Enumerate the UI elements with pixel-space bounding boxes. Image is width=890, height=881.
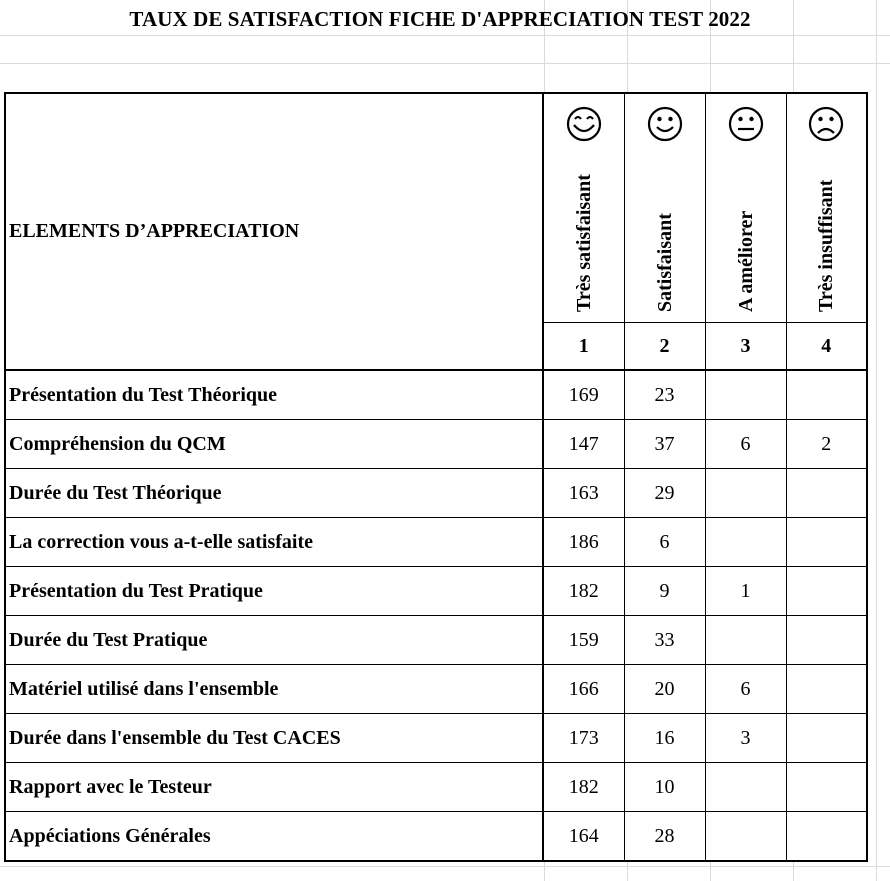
header-col-1-label: Très satisfaisant xyxy=(572,174,595,312)
row-label[interactable]: Appéciations Générales xyxy=(5,812,543,862)
header-number-1[interactable]: 1 xyxy=(543,323,624,371)
cell-very-satisfied[interactable]: 173 xyxy=(543,714,624,763)
header-row xyxy=(5,93,867,323)
row-label[interactable]: Compréhension du QCM xyxy=(5,420,543,469)
row-label[interactable]: Matériel utilisé dans l'ensemble xyxy=(5,665,543,714)
cell-very-satisfied[interactable]: 182 xyxy=(543,763,624,812)
cell-very-insufficient[interactable] xyxy=(786,714,867,763)
header-number-3[interactable]: 3 xyxy=(705,323,786,371)
table-row xyxy=(5,518,867,567)
cell-very-satisfied[interactable]: 182 xyxy=(543,567,624,616)
table-row xyxy=(5,763,867,812)
cell-to-improve[interactable] xyxy=(705,616,786,665)
cell-very-satisfied[interactable]: 164 xyxy=(543,812,624,862)
table-row xyxy=(5,616,867,665)
row-label[interactable]: La correction vous a-t-elle satisfaite xyxy=(5,518,543,567)
header-col-3-label: A améliorer xyxy=(734,210,757,312)
cell-very-satisfied[interactable]: 169 xyxy=(543,370,624,420)
cell-very-insufficient[interactable] xyxy=(786,665,867,714)
table-row xyxy=(5,469,867,518)
cell-very-insufficient[interactable] xyxy=(786,616,867,665)
cell-satisfied[interactable]: 9 xyxy=(624,567,705,616)
table-row xyxy=(5,370,867,420)
cell-to-improve[interactable] xyxy=(705,469,786,518)
row-label[interactable]: Rapport avec le Testeur xyxy=(5,763,543,812)
row-label[interactable]: Présentation du Test Pratique xyxy=(5,567,543,616)
header-label[interactable]: ELEMENTS D’APPRECIATION xyxy=(5,93,543,370)
page-title: TAUX DE SATISFACTION FICHE D'APPRECIATION TEST 2022 xyxy=(129,7,751,31)
table-row xyxy=(5,567,867,616)
cell-satisfied[interactable]: 29 xyxy=(624,469,705,518)
cell-very-satisfied[interactable]: 186 xyxy=(543,518,624,567)
cell-to-improve[interactable] xyxy=(705,812,786,862)
cell-very-insufficient[interactable]: 2 xyxy=(786,420,867,469)
cell-to-improve[interactable]: 6 xyxy=(705,420,786,469)
neutral-face-icon xyxy=(728,106,764,142)
cell-very-insufficient[interactable] xyxy=(786,469,867,518)
table-row xyxy=(5,812,867,862)
cell-very-insufficient[interactable] xyxy=(786,370,867,420)
cell-very-insufficient[interactable] xyxy=(786,812,867,862)
cell-to-improve[interactable] xyxy=(705,370,786,420)
cell-very-satisfied[interactable]: 166 xyxy=(543,665,624,714)
cell-satisfied[interactable]: 20 xyxy=(624,665,705,714)
cell-very-satisfied[interactable]: 163 xyxy=(543,469,624,518)
cell-very-satisfied[interactable]: 147 xyxy=(543,420,624,469)
cell-to-improve[interactable]: 6 xyxy=(705,665,786,714)
sad-face-icon xyxy=(808,106,844,142)
big-smile-face-icon xyxy=(566,106,602,142)
table-row xyxy=(5,665,867,714)
header-col-4[interactable] xyxy=(786,93,867,323)
cell-satisfied[interactable]: 28 xyxy=(624,812,705,862)
smile-face-icon xyxy=(647,106,683,142)
cell-satisfied[interactable]: 23 xyxy=(624,370,705,420)
cell-satisfied[interactable]: 10 xyxy=(624,763,705,812)
cell-satisfied[interactable]: 16 xyxy=(624,714,705,763)
appreciation-table xyxy=(4,92,868,862)
table-row xyxy=(5,420,867,469)
header-col-1[interactable] xyxy=(543,93,624,323)
row-label[interactable]: Durée du Test Théorique xyxy=(5,469,543,518)
row-label[interactable]: Durée dans l'ensemble du Test CACES xyxy=(5,714,543,763)
row-label[interactable]: Durée du Test Pratique xyxy=(5,616,543,665)
cell-to-improve[interactable] xyxy=(705,518,786,567)
header-col-2[interactable] xyxy=(624,93,705,323)
row-label[interactable]: Présentation du Test Théorique xyxy=(5,370,543,420)
header-number-2[interactable]: 2 xyxy=(624,323,705,371)
header-col-4-label: Très insuffisant xyxy=(815,179,838,312)
cell-very-insufficient[interactable] xyxy=(786,518,867,567)
cell-very-satisfied[interactable]: 159 xyxy=(543,616,624,665)
table-row xyxy=(5,714,867,763)
cell-satisfied[interactable]: 33 xyxy=(624,616,705,665)
header-col-2-label: Satisfaisant xyxy=(653,213,676,312)
cell-very-insufficient[interactable] xyxy=(786,567,867,616)
cell-very-insufficient[interactable] xyxy=(786,763,867,812)
cell-to-improve[interactable]: 1 xyxy=(705,567,786,616)
cell-satisfied[interactable]: 6 xyxy=(624,518,705,567)
cell-to-improve[interactable] xyxy=(705,763,786,812)
header-number-4[interactable]: 4 xyxy=(786,323,867,371)
cell-to-improve[interactable]: 3 xyxy=(705,714,786,763)
cell-satisfied[interactable]: 37 xyxy=(624,420,705,469)
header-col-3[interactable] xyxy=(705,93,786,323)
